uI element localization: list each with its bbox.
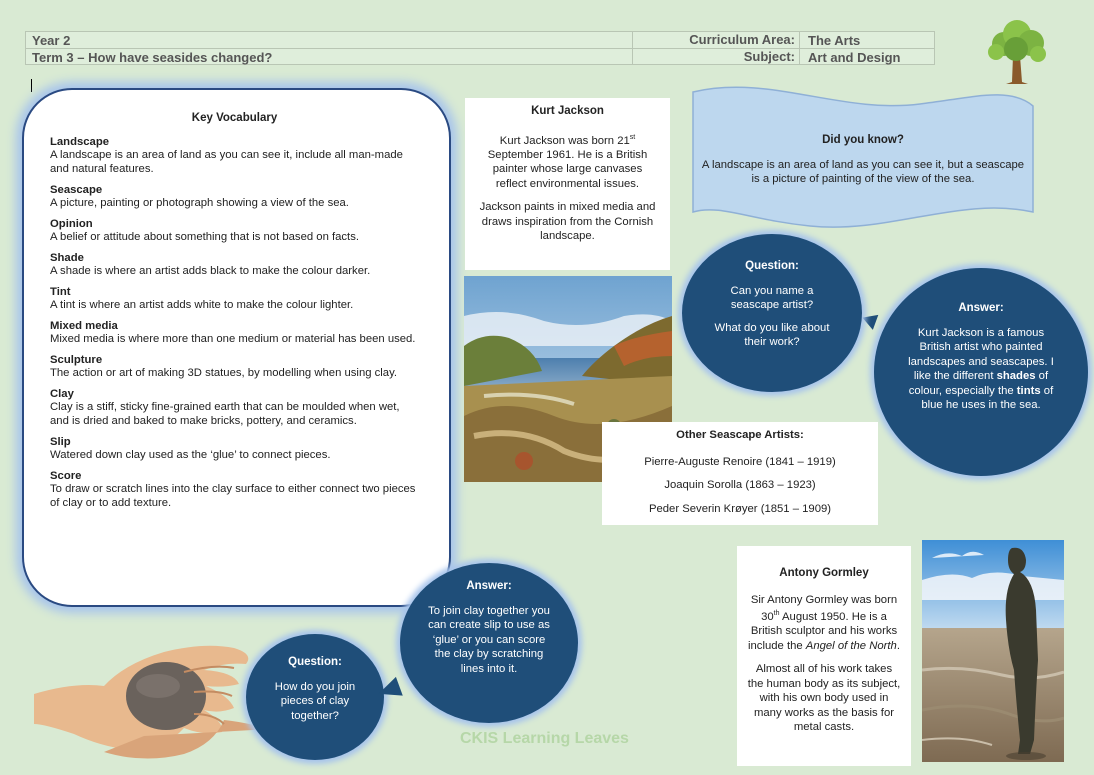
vocab-item — [50, 470, 419, 510]
did-you-know-content — [700, 133, 1026, 187]
did-you-know-title: Did you know? — [822, 134, 904, 146]
tree-icon — [984, 16, 1050, 86]
curriculum-area-value: The Arts — [808, 33, 861, 48]
question-text: Can you name a seascape artist? — [730, 284, 814, 311]
vocab-item — [50, 136, 419, 176]
vocab-item — [50, 354, 419, 380]
did-you-know-text: A landscape is an area of land as you can see it, but a seascape is a picture of painting of the view of the sea. — [701, 158, 1025, 185]
vocab-item — [50, 286, 419, 312]
vocab-item — [50, 320, 419, 346]
header-row-1 — [26, 32, 934, 49]
vocab-item — [50, 436, 419, 462]
vocab-term: Score — [50, 470, 82, 482]
antony-gormley-bio: Sir Antony Gormley was born 30th August 1950. He is a British sculptor and his works include the Angel of the North. — [748, 593, 900, 652]
artist-item: Joaquin Sorolla (1863 – 1923) — [664, 479, 816, 491]
bubble-tail — [860, 310, 879, 330]
vocab-term: Slip — [50, 436, 71, 448]
antony-gormley-work: Almost all of his work takes the human body as its subject, with his own body used in many works as the basis for metal casts. — [747, 663, 901, 734]
vocab-term: Mixed media — [50, 320, 118, 332]
question-text: What do you like about their work? — [714, 321, 830, 348]
subject-value: Art and Design — [808, 50, 901, 65]
vocab-definition: The action or art of making 3D statues, by modelling when using clay. — [50, 367, 398, 379]
header-row-2 — [26, 49, 934, 65]
vocab-definition: A picture, painting or photograph showing a view of the sea. — [50, 197, 349, 209]
other-artists-title: Other Seascape Artists: — [676, 429, 804, 441]
question-title: Question: — [288, 656, 342, 668]
vocab-term: Clay — [50, 388, 74, 400]
vocab-definition: A shade is where an artist adds black to make the colour darker. — [50, 265, 371, 277]
vocab-term: Landscape — [50, 136, 110, 148]
clay-hands-image — [34, 624, 270, 764]
vocab-definition: To draw or scratch lines into the clay surface to either connect two pieces of clay or to add texture. — [50, 483, 416, 509]
vocab-definition: A tint is where an artist adds white to make the colour lighter. — [50, 299, 354, 311]
vocabulary-title: Key Vocabulary — [191, 112, 278, 124]
vocab-term: Shade — [50, 252, 84, 264]
vocab-item — [50, 252, 419, 278]
artist-item: Peder Severin Krøyer (1851 – 1909) — [648, 502, 832, 515]
vocab-definition: A landscape is an area of land as you can see it, include all man-made and natural features. — [50, 149, 403, 175]
text-cursor — [31, 79, 32, 92]
year-label: Year 2 — [32, 33, 71, 48]
antony-gormley-title: Antony Gormley — [779, 567, 869, 579]
beach-statue-image — [922, 540, 1064, 762]
subject-label: Subject: — [632, 49, 800, 65]
vocab-item — [50, 388, 419, 428]
vocab-definition: Watered down clay used as the ‘glue’ to connect pieces. — [50, 449, 331, 461]
answer-title: Answer: — [958, 302, 1004, 314]
vocab-definition: Clay is a stiff, sticky fine-grained earth that can be moulded when wet, and is dried and baked to make bricks, pottery, and ceramics. — [50, 401, 400, 427]
answer-bubble-seascape — [874, 268, 1088, 476]
question-text: How do you join pieces of clay together? — [274, 680, 356, 722]
question-bubble-seascape — [682, 234, 862, 392]
question-bubble-clay — [246, 634, 384, 760]
vocab-term: Opinion — [50, 218, 93, 230]
key-vocabulary-panel — [22, 88, 451, 607]
kurt-jackson-card — [465, 98, 670, 270]
vocab-term: Seascape — [50, 184, 103, 196]
kurt-jackson-style: Jackson paints in mixed media and draws inspiration from the Cornish landscape. — [479, 201, 656, 243]
answer-text: To join clay together you can create slip to use as ‘glue’ or you can score the clay by scratching lines into it. — [428, 604, 550, 675]
other-artists-card — [602, 422, 878, 525]
footer-brand: CKIS Learning Leaves — [460, 730, 629, 747]
vocab-item — [50, 218, 419, 244]
answer-title: Answer: — [466, 580, 512, 592]
artist-item: Pierre-Auguste Renoire (1841 – 1919) — [644, 455, 836, 468]
answer-text: Kurt Jackson is a famous British artist who painted landscapes and seascapes. I like the different shades of colour, especially the tints of blue he uses in the sea. — [908, 326, 1054, 411]
header-table — [25, 31, 935, 65]
kurt-jackson-title: Kurt Jackson — [531, 105, 604, 117]
vocab-definition: Mixed media is where more than one medium or material has been used. — [50, 333, 416, 345]
answer-bubble-clay — [400, 563, 578, 723]
curriculum-area-label: Curriculum Area: — [632, 32, 800, 48]
vocab-item — [50, 184, 419, 210]
kurt-jackson-bio: Kurt Jackson was born 21st September 1961. He is a British painter whose large canvases reflect environmental issues. — [487, 133, 648, 190]
vocab-term: Sculpture — [50, 354, 103, 366]
term-title: Term 3 – How have seasides changed? — [32, 50, 273, 65]
vocab-definition: A belief or attitude about something that is not based on facts. — [50, 231, 359, 243]
antony-gormley-card — [737, 546, 911, 766]
vocab-term: Tint — [50, 286, 71, 298]
question-title: Question: — [745, 260, 799, 272]
